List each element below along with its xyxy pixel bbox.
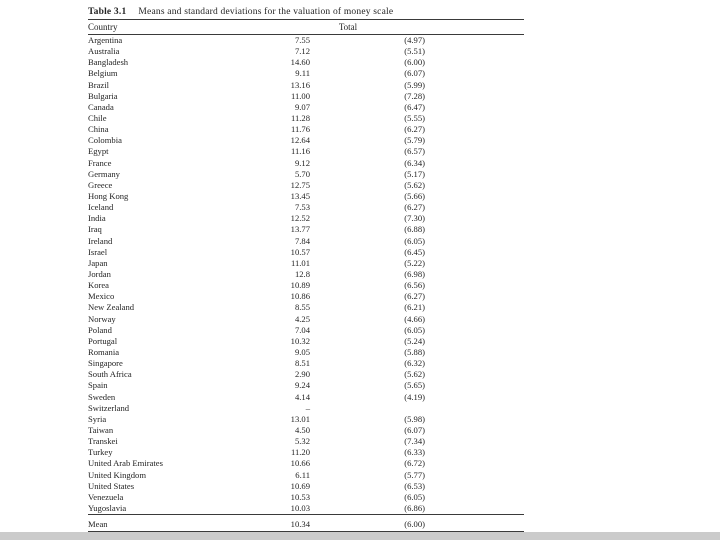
table-row: [88, 392, 524, 403]
sd-cell: (5.79): [404, 135, 425, 146]
mean-cell: 7.53: [294, 202, 310, 213]
table-row: [88, 180, 524, 191]
country-cell: Taiwan: [88, 424, 114, 435]
mean-row: [88, 515, 524, 531]
sd-cell: (4.19): [404, 391, 425, 402]
mean-cell: 7.04: [294, 324, 310, 335]
mean-cell: 11.20: [290, 447, 310, 458]
sd-cell: (6.27): [404, 124, 425, 135]
country-cell: Sweden: [88, 391, 116, 402]
table-row: [88, 191, 524, 202]
sd-cell: (6.07): [404, 424, 425, 435]
table-row: [88, 403, 524, 414]
sd-cell: (5.99): [404, 79, 425, 90]
country-cell: Spain: [88, 380, 108, 391]
sd-cell: (6.21): [404, 302, 425, 313]
mean-cell: 10.53: [290, 491, 310, 502]
mean-cell: 12.52: [290, 213, 310, 224]
sd-cell: (6.56): [404, 280, 425, 291]
country-cell: United Arab Emirates: [88, 458, 163, 469]
sd-cell: (6.86): [404, 502, 425, 513]
table-row: [88, 124, 524, 135]
sd-cell: (6.27): [404, 291, 425, 302]
total-column-header: Total: [338, 22, 358, 32]
country-cell: Mexico: [88, 291, 115, 302]
table-row: [88, 369, 524, 380]
country-cell: Colombia: [88, 135, 122, 146]
table-row: [88, 325, 524, 336]
country-cell: Brazil: [88, 79, 109, 90]
table-row: [88, 46, 524, 57]
mean-cell: 7.12: [294, 46, 310, 57]
table-row: [88, 492, 524, 503]
sd-cell: (6.32): [404, 358, 425, 369]
country-cell: Canada: [88, 101, 114, 112]
mean-cell: 4.25: [294, 313, 310, 324]
country-cell: South Africa: [88, 369, 132, 380]
sd-cell: (6.05): [404, 235, 425, 246]
mean-cell: 10.89: [290, 280, 310, 291]
table-row: [88, 336, 524, 347]
country-cell: Yugoslavia: [88, 502, 127, 513]
table-row: [88, 258, 524, 269]
table-row: [88, 469, 524, 480]
mean-label: Mean: [88, 518, 108, 529]
sd-cell: (6.00): [404, 57, 425, 68]
mean-cell: 2.90: [294, 369, 310, 380]
sd-cell: (5.55): [404, 113, 425, 124]
country-cell: Chile: [88, 113, 107, 124]
table-row: [88, 425, 524, 436]
table-row: [88, 158, 524, 169]
country-cell: Syria: [88, 413, 107, 424]
table-row: [88, 91, 524, 102]
country-cell: Jordan: [88, 269, 111, 280]
table-row: [88, 291, 524, 302]
sd-cell: (6.07): [404, 68, 425, 79]
sd-cell: (6.05): [404, 324, 425, 335]
mean-cell: 11.76: [290, 124, 310, 135]
sd-cell: (4.97): [404, 35, 425, 46]
sd-cell: (5.65): [404, 380, 425, 391]
country-cell: Bangladesh: [88, 57, 129, 68]
table-row: [88, 347, 524, 358]
country-cell: Turkey: [88, 447, 113, 458]
table-row: [88, 358, 524, 369]
country-cell: Hong Kong: [88, 191, 129, 202]
mean-cell: 10.86: [290, 291, 310, 302]
sd-cell: (5.17): [404, 168, 425, 179]
table-row: [88, 280, 524, 291]
country-cell: France: [88, 157, 112, 168]
country-cell: Ireland: [88, 235, 113, 246]
mean-cell: 10.03: [290, 502, 310, 513]
table-title: [88, 6, 524, 19]
mean-cell: 10.32: [290, 335, 310, 346]
mean-cell: 13.77: [290, 224, 310, 235]
table-row: [88, 57, 524, 68]
sd-cell: (7.28): [404, 90, 425, 101]
country-cell: Iraq: [88, 224, 102, 235]
country-cell: Iceland: [88, 202, 114, 213]
country-column-header: Country: [88, 22, 118, 32]
table-row: [88, 436, 524, 447]
sd-cell: (5.88): [404, 347, 425, 357]
table-row: [88, 146, 524, 157]
mean-cell: 9.12: [294, 157, 310, 168]
table-row: [88, 113, 524, 124]
table-row: [88, 35, 524, 46]
table-row: [88, 213, 524, 224]
mean-cell: 4.50: [294, 424, 310, 435]
country-cell: Bulgaria: [88, 90, 118, 101]
mean-cell: 11.16: [290, 146, 310, 157]
mean-cell: 9.07: [294, 101, 310, 112]
sd-cell: (6.33): [404, 447, 425, 458]
mean-cell: 10.69: [290, 480, 310, 491]
mean-cell: 6.11: [295, 469, 310, 480]
mean-cell: 14.60: [290, 57, 310, 68]
country-cell: Argentina: [88, 35, 123, 46]
table-caption: Means and standard deviations for the valuation of money scale: [138, 7, 394, 17]
mean-cell: 9.24: [294, 380, 310, 391]
table-body: [88, 35, 524, 514]
table-row: [88, 269, 524, 280]
table-row: [88, 481, 524, 492]
sd-cell: (5.66): [404, 191, 425, 202]
sd-cell: (5.24): [404, 335, 425, 346]
country-cell: Egypt: [88, 146, 109, 157]
mean-cell: 11.28: [290, 113, 310, 124]
table-row: [88, 458, 524, 469]
country-cell: United States: [88, 480, 135, 491]
country-cell: Venezuela: [88, 491, 124, 502]
scanned-table: [88, 6, 524, 532]
table-row: [88, 503, 524, 514]
sd-cell: (6.98): [404, 269, 425, 280]
table-row: [88, 224, 524, 235]
mean-cell: –: [305, 402, 310, 413]
sd-cell: (6.88): [404, 224, 425, 235]
mean-cell: 13.01: [290, 413, 310, 424]
country-cell: Belgium: [88, 68, 118, 79]
mean-cell: 12.64: [290, 135, 310, 146]
mean-cell: 5.70: [294, 168, 310, 179]
sd-cell: (7.30): [404, 213, 425, 224]
country-cell: New Zealand: [88, 302, 135, 313]
mean-sd-value: (6.00): [404, 518, 425, 529]
country-cell: Korea: [88, 280, 109, 291]
sd-cell: (5.51): [404, 46, 425, 57]
table-header: [88, 20, 524, 34]
mean-cell: 13.45: [290, 191, 310, 202]
mean-cell: 11.00: [290, 90, 310, 101]
table-row: [88, 302, 524, 313]
table-row: [88, 314, 524, 325]
country-cell: Greece: [88, 179, 113, 190]
sd-cell: (6.45): [404, 246, 425, 257]
sd-cell: (6.47): [404, 101, 425, 112]
country-cell: United Kingdom: [88, 469, 147, 480]
mean-cell: 7.84: [294, 235, 310, 246]
table-row: [88, 380, 524, 391]
mean-cell: 7.55: [294, 35, 310, 46]
table-row: [88, 135, 524, 146]
mean-cell: 12.8: [294, 269, 310, 280]
country-cell: Poland: [88, 324, 112, 335]
sd-cell: (4.66): [404, 313, 425, 324]
country-cell: Switzerland: [88, 402, 130, 413]
sd-cell: (6.57): [404, 146, 425, 157]
mean-cell: 9.05: [294, 347, 310, 357]
mean-cell: 9.11: [295, 68, 310, 79]
sd-cell: (6.27): [404, 202, 425, 213]
sd-cell: (5.22): [404, 257, 425, 268]
mean-cell: 11.01: [290, 257, 310, 268]
sd-cell: (7.34): [404, 436, 425, 447]
mean-cell: 12.75: [290, 179, 310, 190]
table-row: [88, 414, 524, 425]
table-row: [88, 247, 524, 258]
mean-cell: 5.32: [294, 436, 310, 447]
country-cell: Transkei: [88, 436, 118, 447]
table-number: Table 3.1: [88, 7, 127, 17]
sd-cell: (5.62): [404, 369, 425, 380]
country-cell: Australia: [88, 46, 120, 57]
sd-cell: (5.77): [404, 469, 425, 480]
country-cell: Japan: [88, 257, 108, 268]
mean-cell: 8.51: [294, 358, 310, 369]
mean-cell: 10.57: [290, 246, 310, 257]
sd-cell: (6.34): [404, 157, 425, 168]
table-row: [88, 169, 524, 180]
country-cell: Singapore: [88, 358, 123, 369]
sd-cell: (5.62): [404, 179, 425, 190]
country-cell: Portugal: [88, 335, 118, 346]
mean-cell: 10.66: [290, 458, 310, 469]
table-row: [88, 102, 524, 113]
sd-cell: (6.72): [404, 458, 425, 469]
sd-cell: (5.98): [404, 413, 425, 424]
country-cell: China: [88, 124, 109, 135]
sd-cell: (6.53): [404, 480, 425, 491]
mean-value: 10.34: [290, 518, 310, 529]
table-row: [88, 80, 524, 91]
country-cell: India: [88, 213, 106, 224]
bottom-bar: [0, 532, 720, 540]
mean-cell: 13.16: [290, 79, 310, 90]
sd-cell: (6.05): [404, 491, 425, 502]
country-cell: Norway: [88, 313, 116, 324]
country-cell: Romania: [88, 347, 120, 357]
country-cell: Germany: [88, 168, 120, 179]
mean-cell: 8.55: [294, 302, 310, 313]
table-row: [88, 68, 524, 79]
country-cell: Israel: [88, 246, 108, 257]
table-row: [88, 236, 524, 247]
table-row: [88, 202, 524, 213]
table-row: [88, 447, 524, 458]
mean-cell: 4.14: [294, 391, 310, 402]
